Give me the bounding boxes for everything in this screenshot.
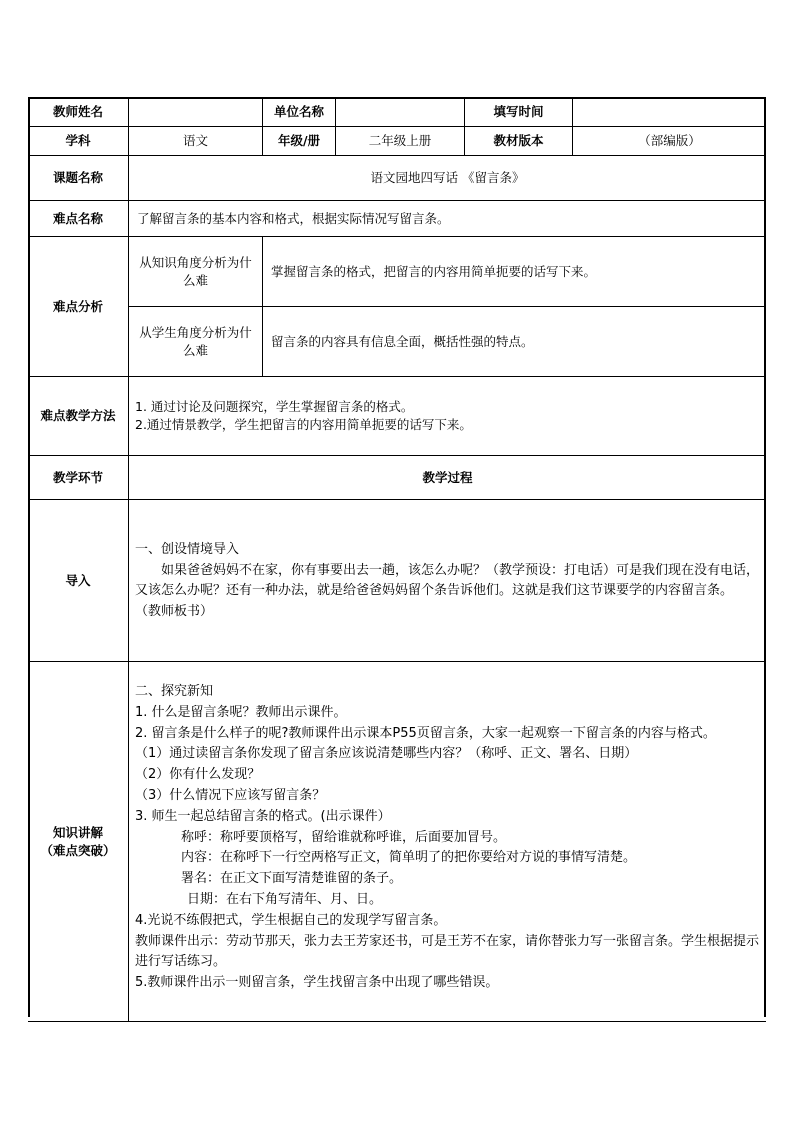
format-date: 日期：在右下角写清年、月、日。 bbox=[187, 891, 383, 907]
format-signature: 署名：在正文下面写清楚谁留的条子。 bbox=[181, 871, 403, 887]
process-label: 教学过程 bbox=[129, 456, 766, 500]
knowledge-line-4: （2）你有什么发现？ bbox=[135, 767, 261, 783]
method-line-2: 2.通过情景教学，学生把留言的内容用简单扼要的话写下来。 bbox=[135, 417, 472, 432]
edition-label: 教材版本 bbox=[465, 127, 573, 156]
unit-name-value[interactable] bbox=[336, 97, 465, 127]
lesson-title-value: 语文园地四写话 《留言条》 bbox=[129, 156, 766, 201]
knowledge-line-3: （1）通过读留言条你发现了留言条应该说清楚哪些内容？（称呼、正文、署名、日期） bbox=[135, 746, 638, 762]
knowledge-line-2: 2. 留言条是什么样子的呢?教师课件出示课本P55页留言条，大家一起观察一下留言条的内容与格式。 bbox=[135, 725, 716, 741]
knowledge-sublabel: （难点突破） bbox=[40, 842, 116, 858]
process-stage-label: 教学环节 bbox=[28, 456, 129, 500]
knowledge-heading: 二、探究新知 bbox=[135, 684, 214, 699]
format-content: 内容：在称呼下一行空两格写正文，简单明了的把你要给对方说的事情写清楚。 bbox=[181, 850, 637, 866]
teacher-name-value[interactable] bbox=[129, 97, 263, 127]
unit-name-label: 单位名称 bbox=[263, 97, 336, 127]
student-angle-label: 从学生角度分析为什么难 bbox=[129, 307, 263, 377]
knowledge-label-cell bbox=[28, 662, 129, 1022]
edition-value: （部编版） bbox=[573, 127, 766, 156]
knowledge-line-7: 4.光说不练假把式，学生根据自己的发现学写留言条。 bbox=[135, 912, 447, 928]
intro-content bbox=[129, 500, 766, 662]
intro-heading: 一、创设情境导入 bbox=[135, 542, 240, 557]
intro-body: 如果爸爸妈妈不在家，你有事要出去一趟，该怎么办呢？（教学预设：打电话）可是我们现在没有电话，又该怎么办呢？还有一种办法，就是给爸爸妈妈留个条告诉他们。这就是我们这节课要学的内容留言条。 （教师板书） bbox=[135, 562, 760, 619]
difficulty-label: 难点名称 bbox=[28, 201, 129, 237]
knowledge-content bbox=[129, 662, 766, 1022]
knowledge-line-1: 1. 什么是留言条呢？教师出示课件。 bbox=[135, 704, 347, 720]
knowledge-line-6: 3. 师生一起总结留言条的格式。(出示课件） bbox=[135, 808, 391, 824]
student-angle-value: 留言条的内容具有信息全面，概括性强的特点。 bbox=[263, 307, 766, 377]
knowledge-angle-value: 掌握留言条的格式，把留言的内容用简单扼要的话写下来。 bbox=[263, 237, 766, 307]
lesson-title-label: 课题名称 bbox=[28, 156, 129, 201]
method-value bbox=[129, 377, 766, 456]
method-line-1: 1. 通过讨论及问题探究，学生掌握留言条的格式。 bbox=[135, 399, 414, 414]
subject-label: 学科 bbox=[28, 127, 129, 156]
knowledge-angle-label: 从知识角度分析为什么难 bbox=[129, 237, 263, 307]
subject-value: 语文 bbox=[129, 127, 263, 156]
difficulty-value: 了解留言条的基本内容和格式，根据实际情况写留言条。 bbox=[129, 201, 766, 237]
format-salutation: 称呼：称呼要顶格写，留给谁就称呼谁，后面要加冒号。 bbox=[181, 829, 507, 845]
grade-value: 二年级上册 bbox=[336, 127, 465, 156]
intro-label: 导入 bbox=[28, 500, 129, 662]
teacher-name-label: 教师姓名 bbox=[28, 97, 129, 127]
knowledge-line-5: （3）什么情况下应该写留言条？ bbox=[135, 787, 326, 803]
fill-date-value[interactable] bbox=[573, 97, 766, 127]
method-label: 难点教学方法 bbox=[28, 377, 129, 456]
analysis-label: 难点分析 bbox=[28, 237, 129, 377]
knowledge-label: 知识讲解 bbox=[52, 824, 103, 840]
fill-date-label: 填写时间 bbox=[465, 97, 573, 127]
knowledge-line-8: 教师课件出示：劳动节那天，张力去王芳家还书，可是王芳不在家，请你替张力写一张留言条。学生根据提示进行写话练习。 bbox=[135, 933, 760, 970]
grade-label: 年级/册 bbox=[263, 127, 336, 156]
knowledge-line-9: 5.教师课件出示一则留言条，学生找留言条中出现了哪些错误。 bbox=[135, 975, 499, 991]
